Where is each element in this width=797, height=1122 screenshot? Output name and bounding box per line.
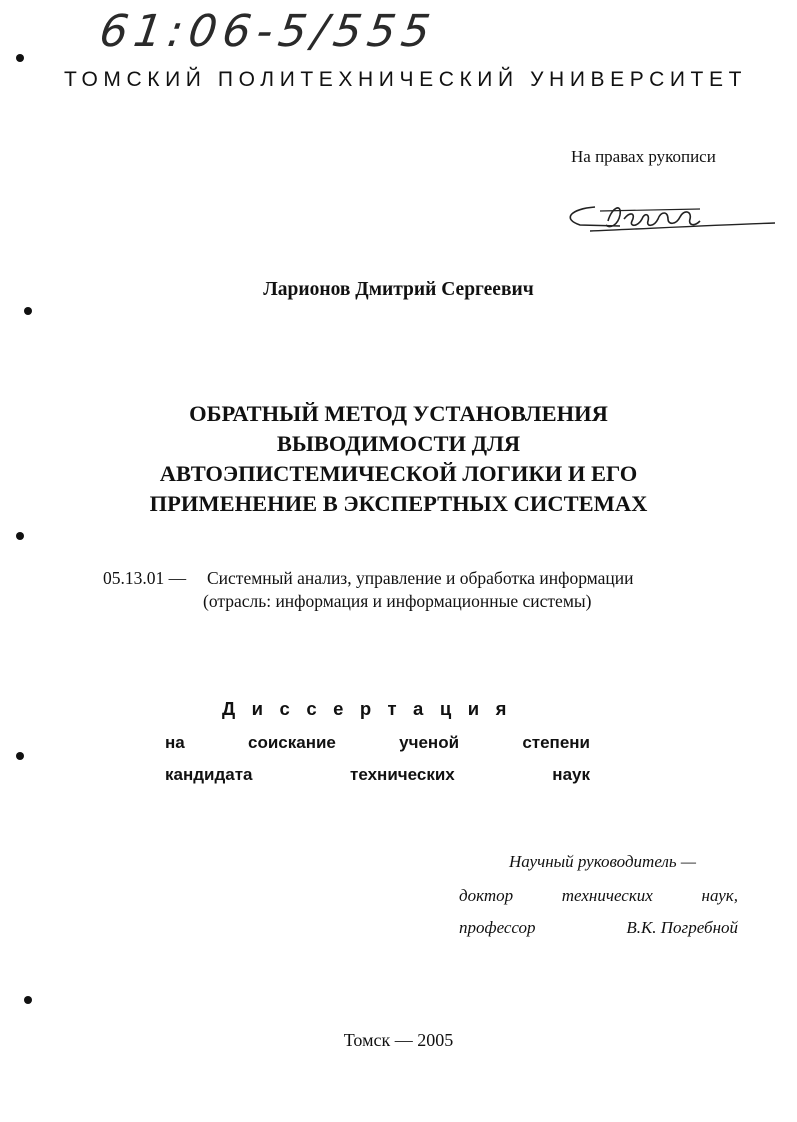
degree-word: на (165, 733, 185, 752)
binding-hole (24, 307, 32, 315)
dissertation-title (60, 399, 737, 519)
degree-word: кандидата (165, 765, 253, 784)
specialty-name: Системный анализ, управление и обработка информации (207, 568, 634, 588)
rights-note: На правах рукописи (571, 147, 716, 166)
supervisor-name: В.К. Погребной (626, 918, 738, 937)
signature (560, 195, 780, 245)
title-line: АВТОЭПИСТЕМИЧЕСКОЙ ЛОГИКИ И ЕГО (159, 461, 638, 486)
supervisor-degree (459, 886, 738, 906)
dissertation-label: Диссертация (222, 698, 523, 719)
supervisor-role: Научный руководитель — (509, 852, 696, 871)
supervisor-title-name (459, 918, 738, 938)
title-line: ПРИМЕНЕНИЕ В ЭКСПЕРТНЫХ СИСТЕМАХ (149, 491, 648, 516)
degree-word: соискание (248, 733, 336, 752)
degree-word: степени (522, 733, 590, 752)
degree-word: ученой (399, 733, 460, 752)
specialty-branch: (отрасль: информация и информационные системы) (203, 591, 592, 611)
degree-word: наук (552, 765, 590, 784)
university-name: ТОМСКИЙ ПОЛИТЕХНИЧЕСКИЙ УНИВЕРСИТЕТ (63, 68, 748, 91)
binding-hole (16, 54, 24, 62)
degree-word: технических (350, 765, 455, 784)
city-year: Томск — 2005 (343, 1030, 454, 1050)
title-line: ОБРАТНЫЙ МЕТОД УСТАНОВЛЕНИЯ (189, 401, 608, 426)
degree-line-2 (165, 765, 590, 785)
binding-hole (16, 752, 24, 760)
binding-hole (16, 532, 24, 540)
degree-word: доктор (459, 886, 514, 905)
supervisor-title: профессор (459, 918, 536, 937)
degree-word: технических (561, 886, 653, 905)
degree-word: наук, (701, 886, 738, 905)
author-name: Ларионов Дмитрий Сергеевич (263, 279, 534, 300)
archive-number: 61:06-5/555 (96, 6, 440, 57)
degree-line-1 (165, 733, 590, 753)
binding-hole (24, 996, 32, 1004)
specialty-code: 05.13.01 — (103, 568, 187, 588)
title-line: ВЫВОДИМОСТИ ДЛЯ (276, 431, 521, 456)
